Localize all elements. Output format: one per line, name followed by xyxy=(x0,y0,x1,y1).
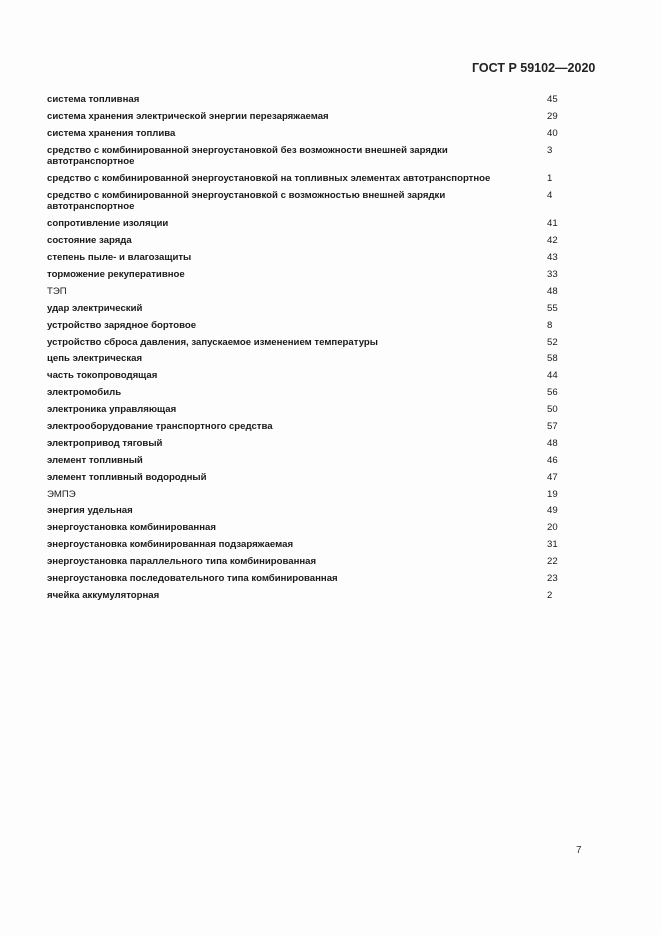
index-row xyxy=(47,303,563,320)
index-page: 1 xyxy=(547,173,553,185)
index-page: 44 xyxy=(547,370,558,382)
index-term: система хранения электрической энергии перезаряжаемая xyxy=(47,110,329,122)
index-term: электропривод тяговый xyxy=(47,437,163,449)
index-page: 40 xyxy=(547,127,558,139)
index-page: 19 xyxy=(547,488,558,500)
index-row xyxy=(47,128,563,145)
index-term: электроника управляющая xyxy=(47,404,177,416)
index-row xyxy=(47,370,563,387)
index-page: 58 xyxy=(547,353,558,365)
index-page: 55 xyxy=(547,302,558,314)
index-page: 3 xyxy=(547,144,553,156)
index-term: средство с комбинированной энергоустановкой без возможности внешней зарядки автотранспортное xyxy=(47,144,448,168)
index-page: 49 xyxy=(547,505,558,517)
document-header: ГОСТ Р 59102—2020 xyxy=(472,61,596,75)
index-row xyxy=(47,111,563,128)
index-row xyxy=(47,269,563,286)
index-term: элемент топливный xyxy=(47,454,143,466)
index-term: система хранения топлива xyxy=(47,127,176,139)
index-page: 23 xyxy=(547,573,558,585)
index-term: ТЭП xyxy=(47,285,67,297)
index-row xyxy=(47,353,563,370)
index-term: электромобиль xyxy=(47,387,122,399)
alphabetical-index xyxy=(47,94,563,607)
index-row xyxy=(47,573,563,590)
index-page: 45 xyxy=(547,94,558,105)
index-row xyxy=(47,539,563,556)
index-page: 47 xyxy=(547,471,558,483)
index-row xyxy=(47,286,563,303)
index-term: часть токопроводящая xyxy=(47,370,158,382)
index-term: средство с комбинированной энергоустановкой с возможностью внешней зарядки автотранспортное xyxy=(47,189,446,213)
index-term: энергия удельная xyxy=(47,505,133,517)
index-row xyxy=(47,387,563,404)
index-page: 50 xyxy=(547,404,558,416)
index-row xyxy=(47,320,563,337)
index-row xyxy=(47,145,563,173)
index-page: 43 xyxy=(547,252,558,264)
index-term: ЭМПЭ xyxy=(47,488,76,500)
index-term: энергоустановка комбинированная подзаряжаемая xyxy=(47,539,294,551)
index-row xyxy=(47,190,563,218)
index-row xyxy=(47,94,563,111)
index-term: энергоустановка последовательного типа комбинированная xyxy=(47,573,338,585)
index-page: 22 xyxy=(547,556,558,568)
index-row xyxy=(47,590,563,607)
index-term: энергоустановка параллельного типа комбинированная xyxy=(47,556,317,568)
index-row xyxy=(47,472,563,489)
index-page: 31 xyxy=(547,539,558,551)
index-row xyxy=(47,489,563,506)
index-row xyxy=(47,404,563,421)
index-term: средство с комбинированной энергоустановкой на топливных элементах автотранспортное xyxy=(47,173,491,185)
index-term: электрооборудование транспортного средства xyxy=(47,421,273,433)
index-row xyxy=(47,235,563,252)
index-row xyxy=(47,173,563,190)
index-row xyxy=(47,337,563,354)
index-term: элемент топливный водородный xyxy=(47,471,207,483)
index-term: цепь электрическая xyxy=(47,353,143,365)
index-page: 2 xyxy=(547,589,553,601)
index-row xyxy=(47,505,563,522)
index-page: 4 xyxy=(547,189,553,201)
index-row xyxy=(47,522,563,539)
index-page: 33 xyxy=(547,269,558,281)
index-row xyxy=(47,455,563,472)
page-number: 7 xyxy=(576,845,582,856)
index-page: 46 xyxy=(547,454,558,466)
index-term: система топливная xyxy=(47,94,140,105)
index-term: устройство сброса давления, запускаемое изменением температуры xyxy=(47,336,378,348)
index-term: торможение рекуперативное xyxy=(47,269,185,281)
index-page: 42 xyxy=(547,235,558,247)
index-term: устройство зарядное бортовое xyxy=(47,319,197,331)
index-term: степень пыле- и влагозащиты xyxy=(47,252,192,264)
index-term: сопротивление изоляции xyxy=(47,218,169,230)
index-page: 56 xyxy=(547,387,558,399)
index-row xyxy=(47,252,563,269)
index-page: 20 xyxy=(547,522,558,534)
index-page: 48 xyxy=(547,285,558,297)
index-row xyxy=(47,218,563,235)
index-page: 29 xyxy=(547,110,558,122)
index-row xyxy=(47,438,563,455)
index-row xyxy=(47,556,563,573)
index-page: 41 xyxy=(547,218,558,230)
index-row xyxy=(47,421,563,438)
index-term: ячейка аккумуляторная xyxy=(47,589,160,601)
index-page: 48 xyxy=(547,437,558,449)
index-term: удар электрический xyxy=(47,302,143,314)
index-term: энергоустановка комбинированная xyxy=(47,522,216,534)
index-page: 52 xyxy=(547,336,558,348)
index-page: 57 xyxy=(547,421,558,433)
index-term: состояние заряда xyxy=(47,235,132,247)
index-page: 8 xyxy=(547,319,553,331)
